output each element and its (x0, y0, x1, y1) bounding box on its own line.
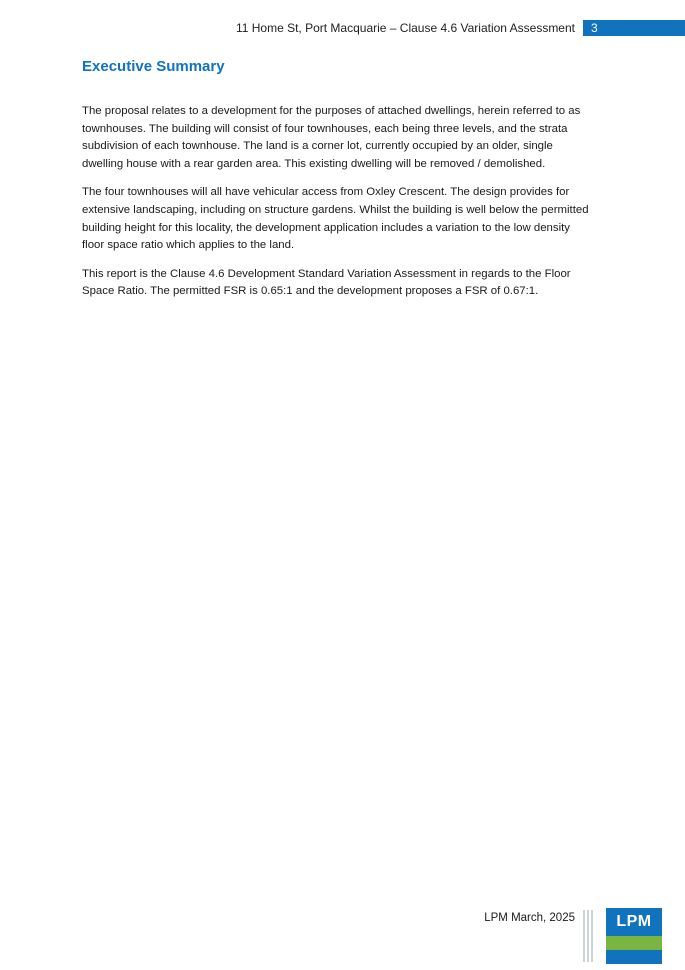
logo-text: LPM (606, 908, 662, 936)
paragraph-2: The four townhouses will all have vehicular access from Oxley Crescent. The design provides for extensive landscaping, including on structure gardens. Whilst the building is well below the permitted building height for this locality, the development application includes a variation to the low density floor space ratio which applies to the land. (82, 186, 589, 252)
logo-divider-lines (583, 910, 593, 962)
paragraph-1: The proposal relates to a development for the purposes of attached dwellings, herein referred to as townhouses. The building will consist of four townhouses, each being three levels, and the strata subdivision of each townhouse. The land is a corner lot, currently occupied by an older, single dwelling house with a rear garden area. This existing dwelling will be removed / demolished. (82, 105, 581, 170)
lpm-logo (606, 908, 662, 964)
section-body (82, 103, 592, 312)
page-header (236, 20, 685, 36)
header-title: 11 Home St, Port Macquarie – Clause 4.6 Variation Assessment (235, 21, 575, 35)
logo-green-band (606, 936, 662, 950)
logo-blue-band (606, 950, 662, 964)
section-title: Executive Summary (82, 58, 225, 75)
footer-date: LPM March, 2025 (484, 912, 575, 924)
paragraph-3: This report is the Clause 4.6 Development Standard Variation Assessment in regards to the Floor Space Ratio. The permitted FSR is 0.65:1 and the development proposes a FSR of 0.67:1. (82, 267, 571, 298)
page-number-badge: 3 (583, 20, 685, 36)
